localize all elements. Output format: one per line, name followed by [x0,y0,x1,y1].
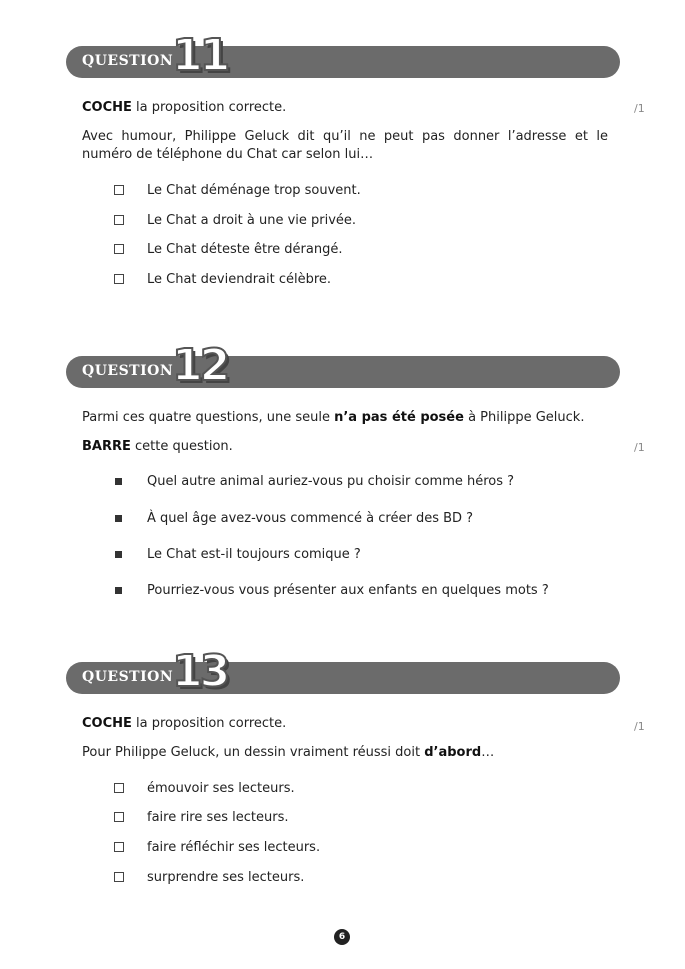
option-text: Le Chat déménage trop souvent. [147,183,361,198]
bullet-square [115,478,122,485]
question-label: QUESTION [82,363,174,379]
q11-instruction [82,99,286,117]
checkbox[interactable] [114,812,124,822]
option-text: Le Chat deviendrait célèbre. [147,272,332,287]
intro-text-end: à Philippe Geluck. [463,410,585,425]
question-13-header [66,646,620,697]
instruction-text: cette question. [130,439,233,454]
question-number: 11 [172,30,228,81]
option-text: faire rire ses lecteurs. [147,810,289,825]
instruction-verb: BARRE [82,439,131,454]
checkbox[interactable] [114,872,124,882]
question-12-header [66,340,620,391]
bullet-square [115,515,122,522]
prompt-text: Pour Philippe Geluck, un dessin vraiment réussi doit [82,745,425,760]
option-text: faire réfléchir ses lecteurs. [147,840,321,855]
checkbox[interactable] [114,783,124,793]
prompt-emphasis: d’abord [424,745,482,760]
bullet-square [115,551,122,558]
option-text: émouvoir ses lecteurs. [147,781,295,796]
option-text: surprendre ses lecteurs. [147,870,305,885]
checkbox[interactable] [114,244,124,254]
checkbox[interactable] [114,215,124,225]
instruction-verb: COCHE [82,100,132,115]
q13-instruction [82,715,286,733]
option-text: Pourriez-vous vous présenter aux enfants en quelques mots ? [147,583,549,598]
option-text: Le Chat déteste être dérangé. [147,242,343,257]
option-text: Le Chat est-il toujours comique ? [147,547,361,562]
q12-instruction [82,438,233,456]
intro-text: Parmi ces quatre questions, une seule [82,410,335,425]
question-number: 13 [172,646,228,697]
q11-prompt: Avec humour, Philippe Geluck dit qu’il ne peut pas donner l’adresse et le numéro de téléphone du Chat car selon lui… [82,129,608,162]
q13-score: /1 [634,720,645,733]
instruction-text: la proposition correcte. [131,716,287,731]
checkbox[interactable] [114,274,124,284]
option-text: À quel âge avez-vous commencé à créer des BD ? [147,511,474,526]
intro-emphasis: n’a pas été posée [334,410,464,425]
question-11-header [66,30,620,81]
instruction-text: la proposition correcte. [131,100,287,115]
checkbox[interactable] [114,185,124,195]
question-number: 12 [172,340,228,391]
q12-intro [82,409,584,427]
question-label: QUESTION [82,53,174,69]
prompt-text-end: … [481,745,495,760]
question-label: QUESTION [82,669,174,685]
option-text: Le Chat a droit à une vie privée. [147,213,357,228]
bullet-square [115,587,122,594]
q13-prompt [82,744,494,762]
checkbox[interactable] [114,842,124,852]
q11-score: /1 [634,102,645,115]
instruction-verb: COCHE [82,716,132,731]
page-number: 6 [334,929,350,945]
q12-score: /1 [634,441,645,454]
option-text: Quel autre animal auriez-vous pu choisir comme héros ? [147,474,515,489]
